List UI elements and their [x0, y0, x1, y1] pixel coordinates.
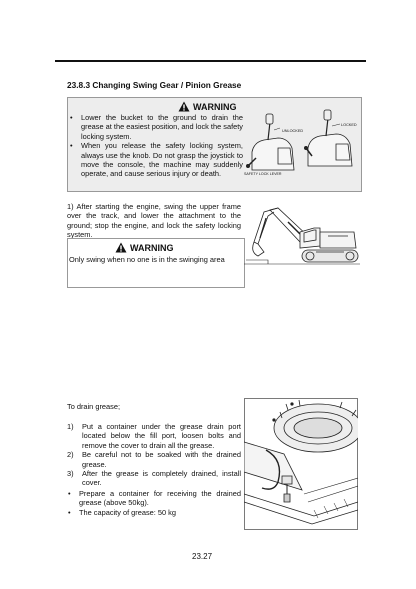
unlocked-label: UNLOCKED: [282, 129, 304, 133]
drain-step-number: 3): [67, 469, 74, 479]
step-1-text: 1) After starting the engine, swing the upper frame over the track, and lower the attachment to the ground; stop the engine, and lock the safety locking system.: [67, 202, 241, 240]
drain-step-text: Be careful not to be soaked with the drained grease.: [82, 450, 241, 469]
safety-lock-lever-label: SAFETY LOCK LEVER: [244, 172, 282, 176]
excavator-figure: [244, 202, 360, 270]
drain-step: [67, 469, 241, 488]
warning-triangle-icon: [178, 101, 190, 112]
drain-step: [67, 422, 241, 450]
warning-bullet: • When you release the safety locking system, always use the knob. Do not grasp the joystick to move the console, the machine may suddenly operate, and cause serious injury or death.: [69, 141, 243, 179]
swing-warning-text: Only swing when no one is in the swinging area: [69, 255, 225, 264]
locked-label: LOCKED: [341, 123, 357, 127]
drain-step-number: 2): [67, 450, 74, 460]
swing-warning-heading: [115, 242, 174, 253]
warning-triangle-icon: [115, 242, 127, 253]
swing-gear-drain-figure: [244, 398, 358, 530]
header-rule: [55, 60, 366, 62]
drain-step: [67, 450, 241, 469]
section-title: 23.8.3 Changing Swing Gear / Pinion Grease: [67, 80, 242, 90]
warning-bullet-list: [69, 113, 243, 179]
page-number: 23.27: [192, 552, 213, 561]
safety-lock-lever-figure: [244, 108, 359, 190]
drain-step-text: After the grease is completely drained, install cover.: [82, 469, 241, 488]
drain-step-text: Put a container under the grease drain port located below the fill port, loosen bolts and remove the cover to drain all the grease.: [82, 422, 241, 450]
drain-bullet: • Prepare a container for receiving the drained grease (above 50kg).: [67, 489, 241, 508]
drain-bullet-list: [67, 489, 241, 517]
drain-step-number: 1): [67, 422, 74, 431]
warning-heading: [178, 101, 237, 112]
swing-warning-heading-text: WARNING: [130, 242, 174, 253]
drain-intro: To drain grease;: [67, 402, 120, 411]
warning-heading-text: WARNING: [193, 101, 237, 112]
drain-steps-list: [67, 422, 241, 488]
warning-bullet: • Lower the bucket to the ground to drain the grease at the easiest position, and lock the safety locking system.: [69, 113, 243, 141]
drain-bullet: • The capacity of grease: 50 kg: [67, 508, 241, 517]
